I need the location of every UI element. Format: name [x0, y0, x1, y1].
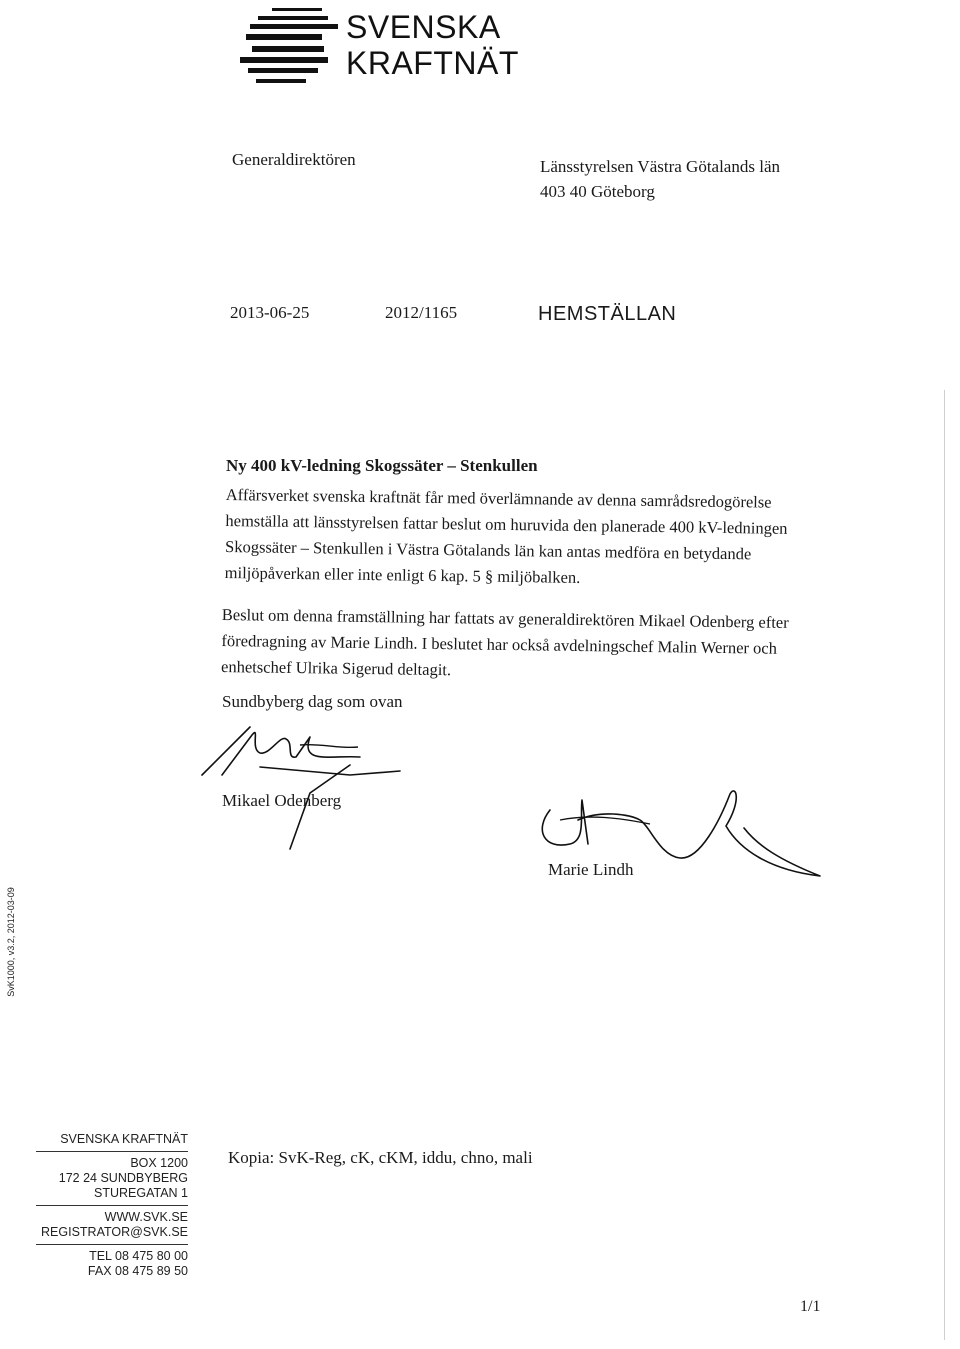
footer-fax: FAX 08 475 89 50 [87, 1264, 188, 1278]
recipient-address [540, 154, 780, 204]
footer-tel: TEL 08 475 80 00 [89, 1249, 188, 1263]
page-number: 1/1 [800, 1298, 821, 1315]
place-and-date: Sundbyberg dag som ovan [222, 692, 403, 711]
reference-number: 2012/1165 [385, 303, 458, 322]
body-paragraph-2: Beslut om denna framställning har fattats av generaldirektören Mikael Odenberg efter föredragning av Marie Lindh. I beslutet har också avdelningschef Malin Werner och enhetschef Ulrika Sigerud deltagit. [220, 604, 789, 680]
recipient-line-1: Länsstyrelsen Västra Götalands län [540, 157, 780, 176]
company-logo [228, 2, 528, 94]
signer-name-2: Marie Lindh [548, 860, 634, 879]
footer-address [0, 1132, 188, 1279]
footer-email: REGISTRATOR@SVK.SE [41, 1225, 188, 1239]
footer-postal: 172 24 SUNDBYBERG [58, 1171, 188, 1185]
footer-company: SVENSKA KRAFTNÄT [60, 1132, 188, 1146]
copies-list: Kopia: SvK-Reg, cK, cKM, iddu, chno, mali [228, 1148, 533, 1167]
footer-divider [36, 1151, 188, 1152]
footer-divider [36, 1244, 188, 1245]
document-type: HEMSTÄLLAN [538, 303, 677, 325]
footer-divider [36, 1205, 188, 1206]
logo-word-2: KRAFTNÄT [346, 45, 519, 81]
sender: Generaldirektören [232, 150, 356, 169]
scan-edge-line [944, 390, 945, 1340]
footer-web: WWW.SVK.SE [104, 1210, 188, 1224]
footer-street: STUREGATAN 1 [94, 1186, 188, 1200]
subject-heading: Ny 400 kV-ledning Skogssäter – Stenkullen [226, 456, 538, 475]
logo-word-1: SVENSKA [346, 9, 501, 45]
body-paragraph-1: Affärsverket svenska kraftnät får med överlämnande av denna samrådsredogörelse hemställa att länsstyrelsen fattar beslut om huruvida den planerade 400 kV-ledningen Skogssäter – Stenkullen i Västra Götalands län kan antas medföra en betydande miljöpåverkan eller inte enligt 6 kap. 5 § miljöbalken. [224, 484, 788, 587]
recipient-line-2: 403 40 Göteborg [540, 182, 655, 201]
signature-odenberg-icon [190, 715, 420, 855]
document-date: 2013-06-25 [230, 303, 310, 322]
template-version-code: SvK1000, v3.2, 2012-03-09 [6, 887, 16, 997]
logo-stripes-icon [228, 2, 338, 94]
signer-name-1: Mikael Odenberg [222, 791, 342, 810]
footer-box: BOX 1200 [130, 1156, 188, 1170]
